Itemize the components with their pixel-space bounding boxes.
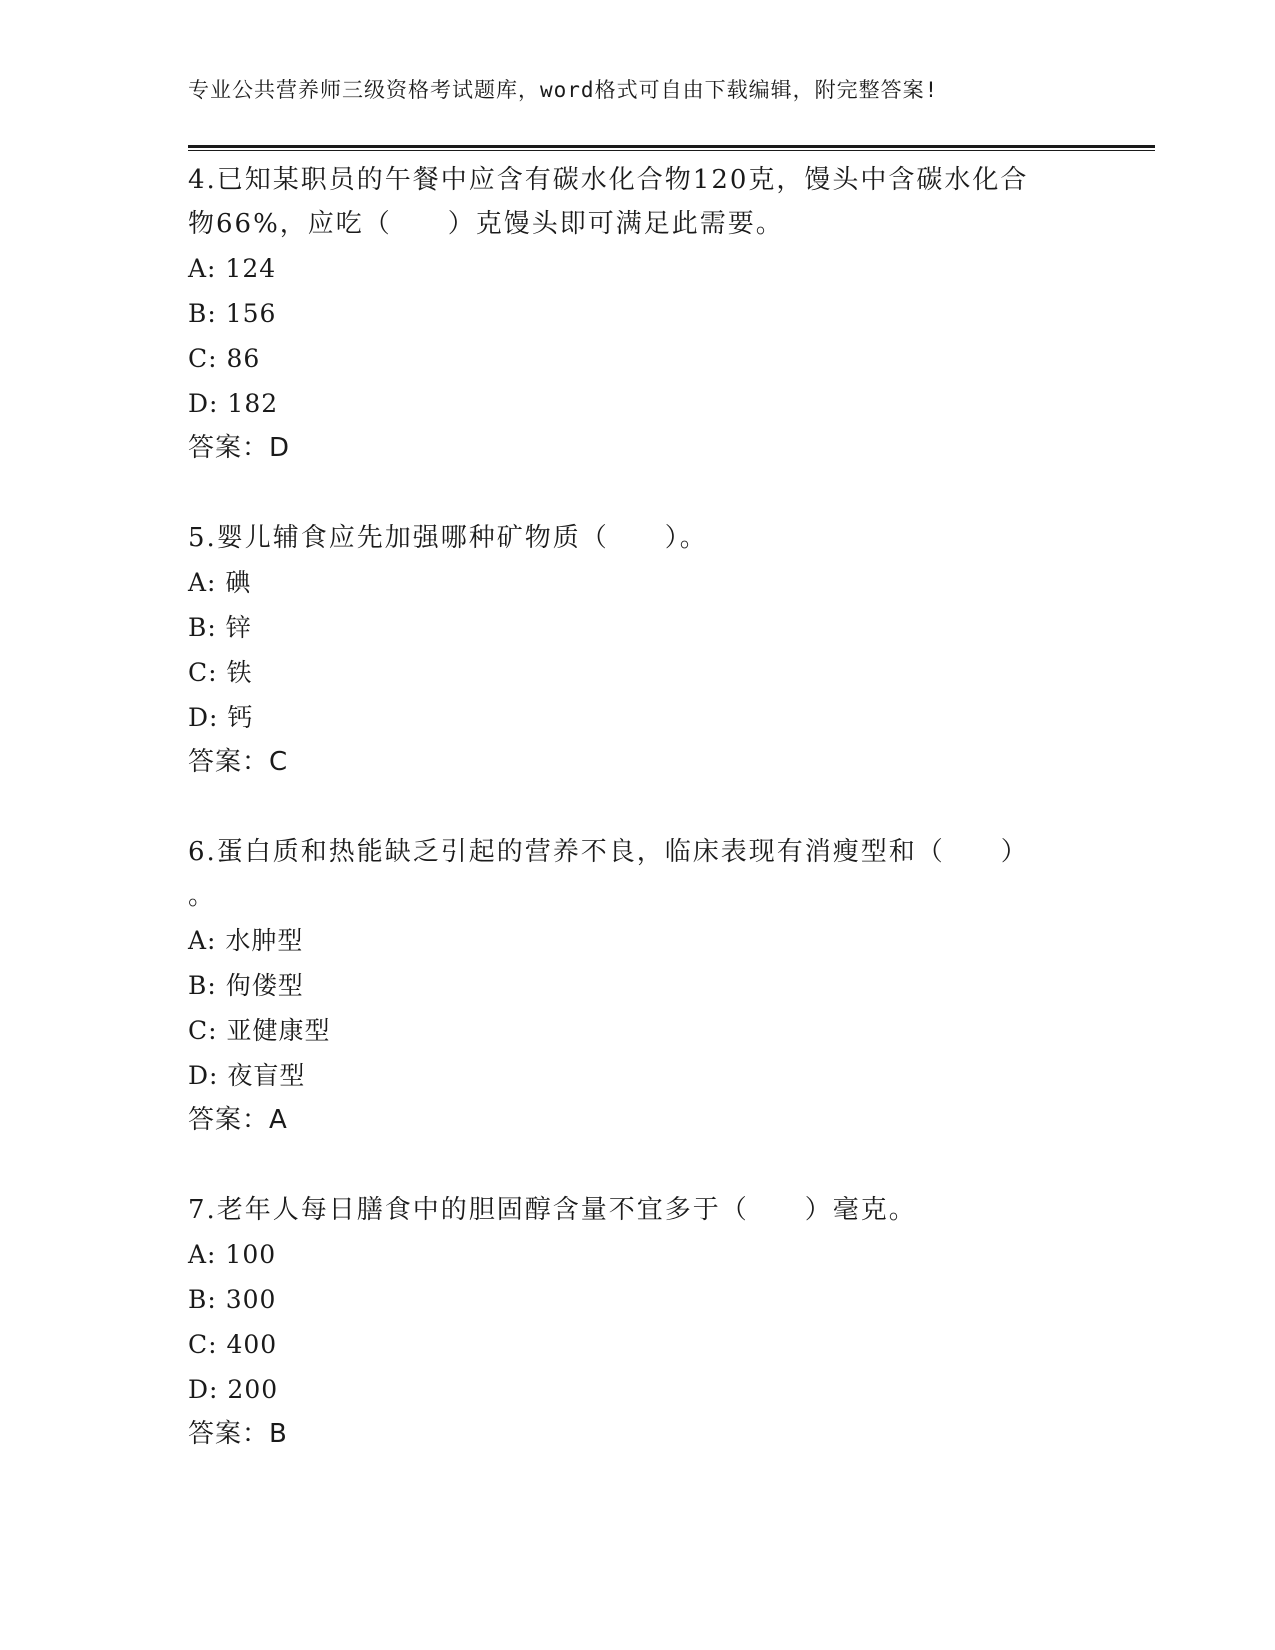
answer: 答案：D xyxy=(188,433,291,463)
option-b: B: 佝偻型 xyxy=(188,971,304,1000)
question-list xyxy=(188,158,1088,1502)
answer: 答案：B xyxy=(188,1419,288,1449)
option-d: D: 182 xyxy=(188,389,279,418)
option-b: B: 300 xyxy=(188,1285,277,1314)
option-c: C: 亚健康型 xyxy=(188,1016,331,1045)
page-header: 专业公共营养师三级资格考试题库，word格式可自由下载编辑，附完整答案! xyxy=(188,78,939,102)
header-rule-thick xyxy=(188,145,1155,148)
question-5 xyxy=(188,516,1088,784)
option-d: D: 夜盲型 xyxy=(188,1061,306,1090)
option-d: D: 200 xyxy=(188,1375,279,1404)
header-rule-thin xyxy=(188,150,1155,151)
question-6 xyxy=(188,830,1088,1142)
option-c: C: 400 xyxy=(188,1330,278,1359)
question-text-line: 7.老年人每日膳食中的胆固醇含量不宜多于（ ）毫克。 xyxy=(188,1195,917,1225)
option-a: A: 124 xyxy=(188,254,277,283)
question-text-line: 5.婴儿辅食应先加强哪种矿物质（ ）。 xyxy=(188,523,708,553)
answer: 答案：A xyxy=(188,1105,288,1135)
option-a: A: 100 xyxy=(188,1240,277,1269)
question-text-line: 物66%，应吃（ ）克馒头即可满足此需要。 xyxy=(188,209,784,239)
option-b: B: 锌 xyxy=(188,613,252,642)
question-4 xyxy=(188,158,1088,470)
option-b: B: 156 xyxy=(188,299,277,328)
question-text-line: 。 xyxy=(188,881,217,911)
option-c: C: 铁 xyxy=(188,658,253,687)
option-d: D: 钙 xyxy=(188,703,254,732)
option-a: A: 水肿型 xyxy=(188,926,304,955)
answer: 答案：C xyxy=(188,747,289,777)
option-c: C: 86 xyxy=(188,344,261,373)
option-a: A: 碘 xyxy=(188,568,252,597)
question-7 xyxy=(188,1188,1088,1456)
question-text-line: 6.蛋白质和热能缺乏引起的营养不良，临床表现有消瘦型和（ ） xyxy=(188,837,1029,867)
question-text-line: 4.已知某职员的午餐中应含有碳水化合物120克，馒头中含碳水化合 xyxy=(188,165,1029,195)
